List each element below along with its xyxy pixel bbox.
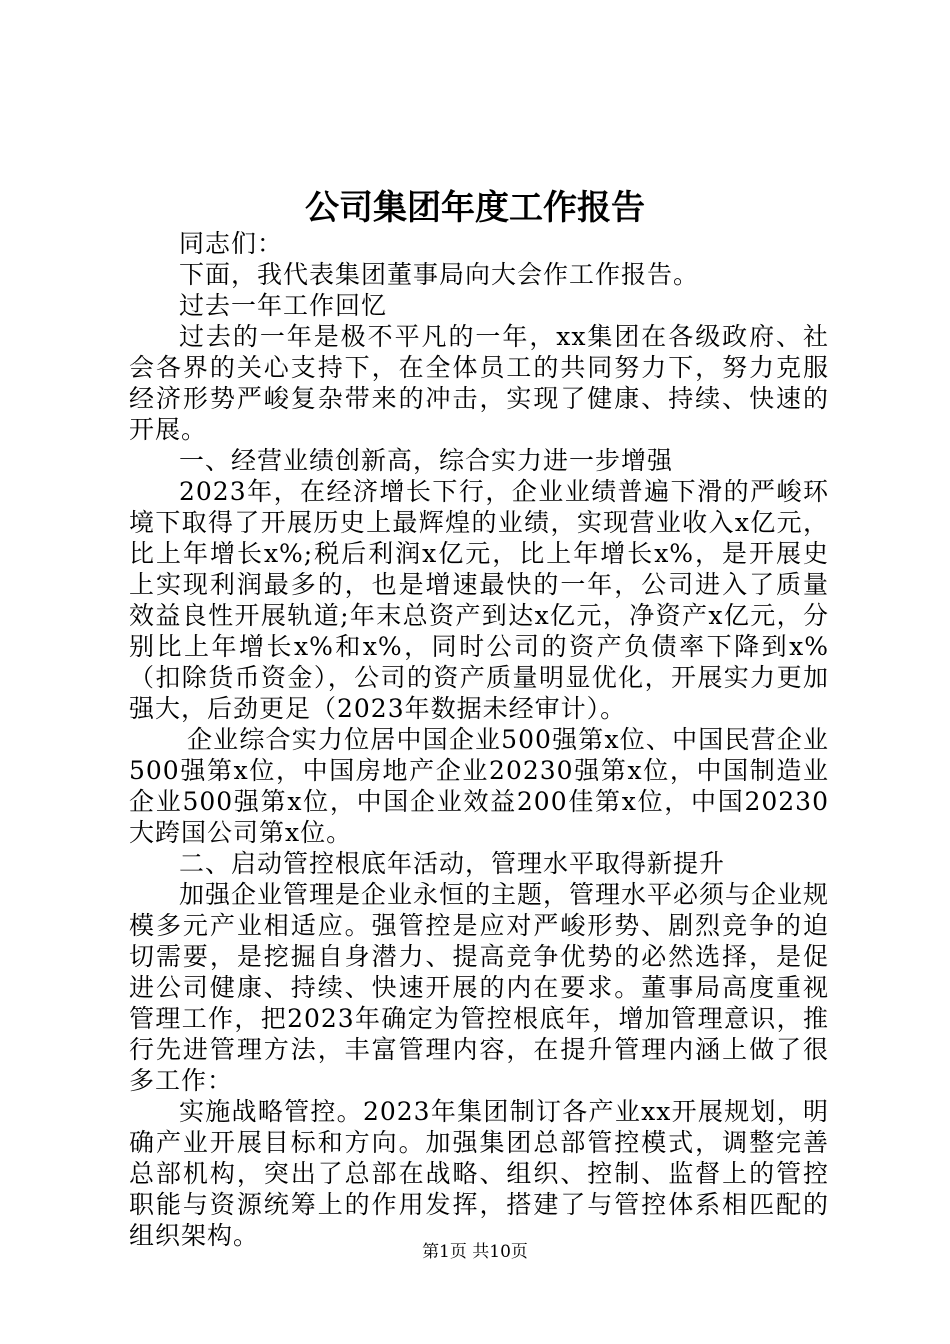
document-body bbox=[129, 228, 829, 1251]
paragraph-salutation: 同志们： bbox=[179, 229, 284, 258]
paragraph-strategy-control: 实施战略管控。2023年集团制订各产业xx开展规划，明确产业开展目标和方向。加强集团总部管控模式，调整完善总部机构，突出了总部在战略、组织、控制、监督上的管控职能与资源统筹上的作用发挥，搭建了与管控体系相匹配的组织架构。 bbox=[129, 1097, 829, 1250]
paragraph-intro: 下面，我代表集团董事局向大会作工作报告。 bbox=[179, 260, 700, 289]
page-title: 公司集团年度工作报告 bbox=[305, 188, 645, 228]
section-heading-1: 一、经营业绩创新高，综合实力进一步增强 bbox=[179, 446, 674, 475]
paragraph-management: 加强企业管理是企业永恒的主题，管理水平必须与企业规模多元产业相适应。强管控是应对严峻形势、剧烈竞争的迫切需要，是挖掘自身潜力、提高竞争优势的必然选择，是促进公司健康、持续、快速开展的内在要求。董事局高度重视管理工作，把2023年确定为管控根底年，增加管理意识，推行先进管理方法，丰富管理内容，在提升管理内涵上做了很多工作： bbox=[129, 880, 830, 1095]
paragraph-review-summary: 过去的一年是极不平凡的一年，xx集团在各级政府、社会各界的关心支持下，在全体员工的共同努力下，努力克服经济形势严峻复杂带来的冲击，实现了健康、持续、快速的开展。 bbox=[129, 322, 829, 444]
page-footer: 第1页 共10页 bbox=[422, 1242, 528, 1262]
section-heading-2: 二、启动管控根底年活动，管理水平取得新提升 bbox=[179, 849, 726, 878]
paragraph-performance: 2023年，在经济增长下行，企业业绩普遍下滑的严峻环境下取得了开展历史上最辉煌的业绩，实现营业收入x亿元，比上年增长x%;税后利润x亿元，比上年增长x%，是开展史上实现利润最多的，也是增速最快的一年，公司进入了质量效益良性开展轨道;年末总资产到达x亿元，净资产x亿元，分别比上年增长x%和x%，同时公司的资产负债率下降到x%（扣除货币资金），公司的资产质量明显优化，开展实力更加强大，后劲更足（2023年数据未经审计）。 bbox=[129, 477, 829, 723]
section-heading-review: 过去一年工作回忆 bbox=[179, 291, 388, 320]
paragraph-rankings: 企业综合实力位居中国企业500强第x位、中国民营企业500强第x位，中国房地产企业20230强第x位，中国制造业企业500强第x位，中国企业效益200佳第x位，中国20230大跨国公司第x位。 bbox=[129, 725, 829, 847]
